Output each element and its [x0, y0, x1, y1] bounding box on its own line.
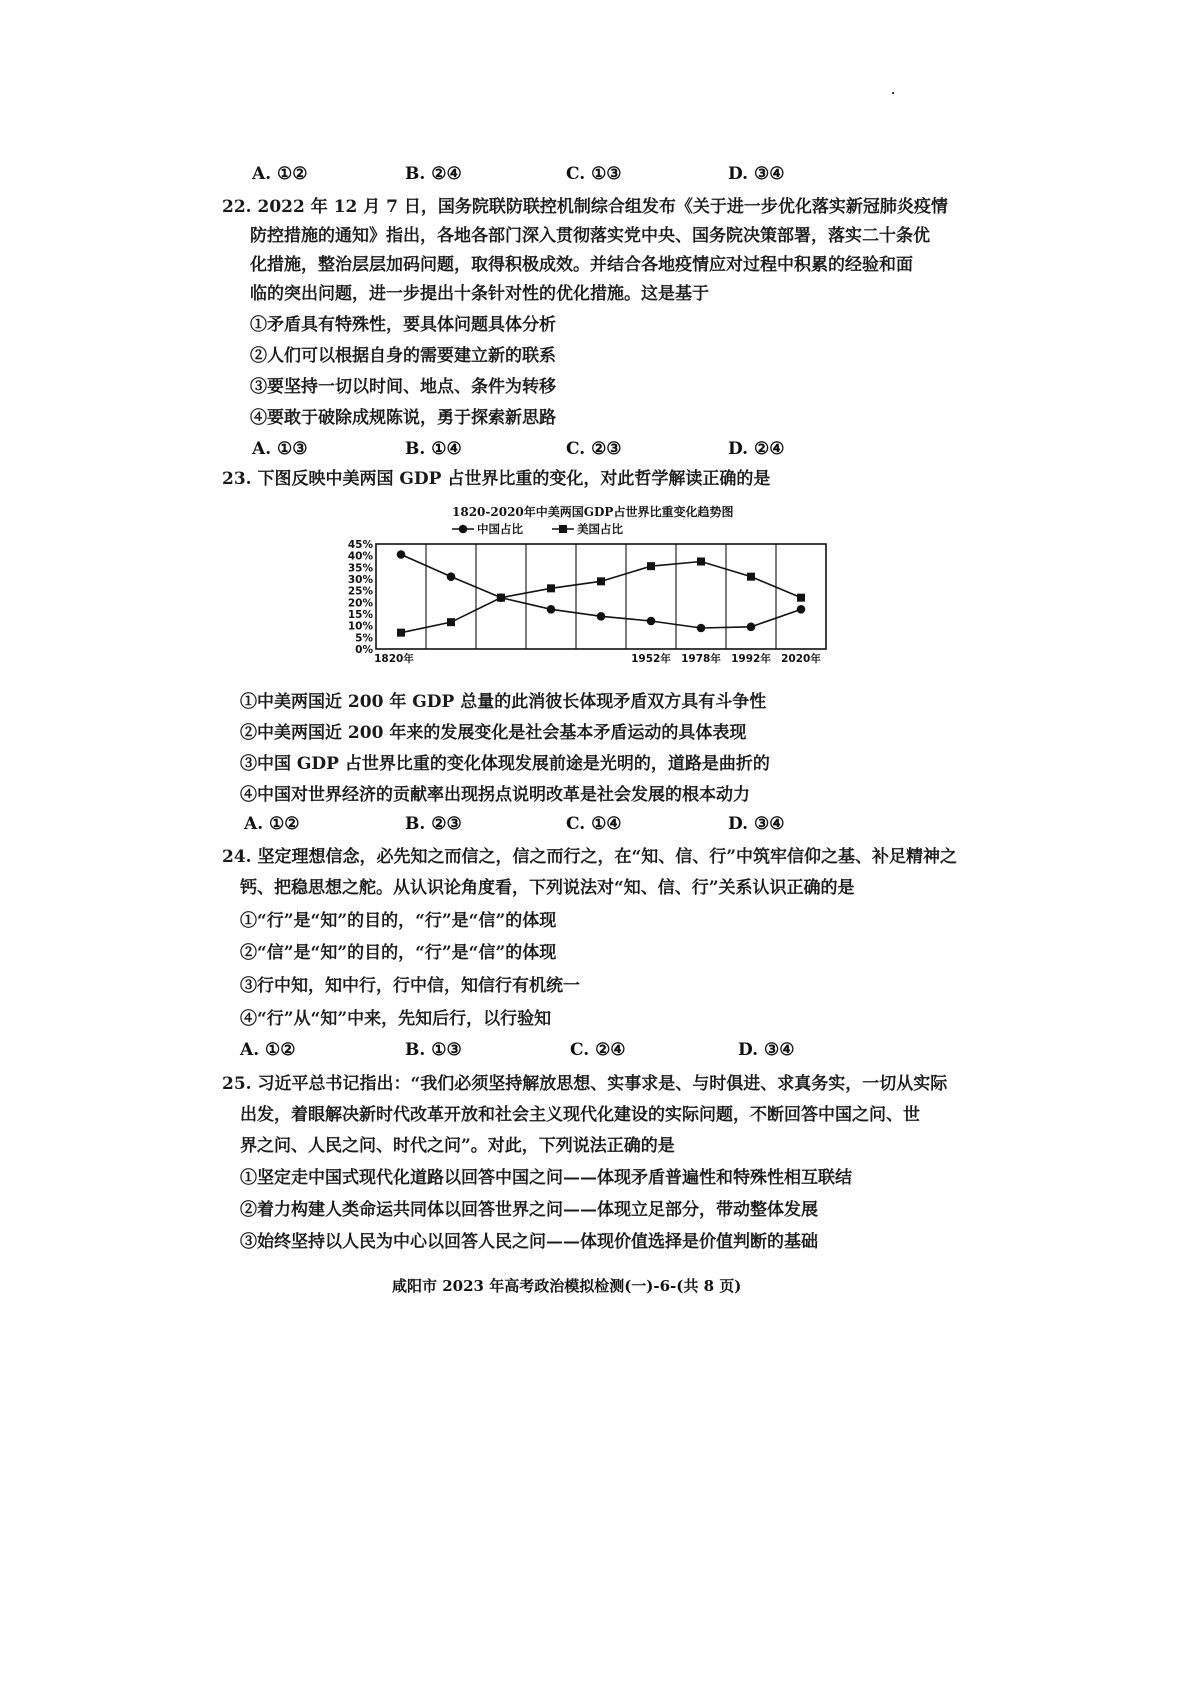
q21-option-a: A. ①②: [252, 164, 308, 184]
q22-option-d: D. ②④: [728, 439, 785, 459]
china-data-point: [597, 612, 606, 621]
gdp-line-chart: [340, 518, 850, 678]
y-tick-label: 25%: [347, 585, 373, 598]
y-tick-label: 15%: [347, 609, 373, 621]
q21-option-b: B. ②④: [405, 164, 462, 184]
x-tick-label: 2020年: [781, 653, 821, 665]
chart-title: 1820-2020年中美两国GDP占世界比重变化趋势图: [452, 505, 734, 519]
y-tick-label: 40%: [347, 550, 373, 563]
q22-option-a: A. ①③: [252, 439, 308, 459]
y-tick-label: 20%: [347, 597, 373, 610]
legend-circle-marker: [459, 525, 468, 534]
q23-option-b: B. ②③: [405, 814, 462, 834]
q22-stem-line-1: 22. 2022 年 12 月 7 日，国务院联防联控机制综合组发布《关于进一步优化落实新冠肺炎疫情: [222, 197, 948, 217]
china-data-point: [697, 624, 706, 633]
chart-frame: [376, 544, 826, 649]
q22-stem-line-4: 临的突出问题，进一步提出十条针对性的优化措施。这是基于: [250, 284, 709, 304]
q23-item-1: ①中美两国近 200 年 GDP 总量的此消彼长体现矛盾双方具有斗争性: [240, 692, 767, 712]
q23-item-3: ③中国 GDP 占世界比重的变化体现发展前途是光明的，道路是曲折的: [240, 754, 770, 774]
series-line-1: [401, 562, 801, 633]
us-data-point: [747, 573, 755, 581]
us-data-point: [547, 584, 555, 592]
y-tick-label: 10%: [347, 620, 373, 633]
us-data-point: [497, 594, 505, 602]
q24-option-c: C. ②④: [570, 1040, 626, 1060]
x-tick-label: 1820年: [374, 653, 414, 665]
q24-item-2: ②“信”是“知”的目的，“行”是“信”的体现: [240, 943, 557, 963]
us-data-point: [647, 562, 655, 570]
q25-stem-line-1: 25. 习近平总书记指出：“我们必须坚持解放思想、实事求是、与时俱进、求真务实，一切从实际: [222, 1074, 948, 1094]
y-tick-label: 35%: [347, 562, 373, 575]
q22-stem-line-2: 防控措施的通知》指出，各地各部门深入贯彻落实党中央、国务院决策部署，落实二十条优: [250, 226, 930, 246]
us-data-point: [797, 594, 805, 602]
china-data-point: [547, 605, 556, 614]
q24-option-d: D. ③④: [738, 1040, 795, 1060]
q23-option-c: C. ①④: [566, 814, 622, 834]
scan-speck: [892, 92, 894, 94]
page-footer: 咸阳市 2023 年高考政治模拟检测(一)-6-(共 8 页): [392, 1277, 742, 1295]
us-data-point: [697, 558, 705, 566]
q24-option-b: B. ①③: [405, 1040, 462, 1060]
q24-item-1: ①“行”是“知”的目的，“行”是“信”的体现: [240, 911, 557, 931]
q23-item-2: ②中美两国近 200 年来的发展变化是社会基本矛盾运动的具体表现: [240, 723, 747, 743]
q22-option-c: C. ②③: [566, 439, 622, 459]
q22-item-4: ④要敢于破除成规陈说，勇于探索新思路: [250, 408, 556, 428]
y-tick-label: 0%: [355, 644, 373, 656]
y-tick-label: 5%: [355, 632, 373, 645]
q24-stem-line-2: 钙、把稳思想之舵。从认识论角度看，下列说法对“知、信、行”关系认识正确的是: [240, 878, 855, 898]
legend-square-marker: [559, 525, 567, 533]
y-tick-label: 45%: [347, 539, 373, 551]
x-tick-label: 1992年: [731, 653, 771, 665]
q23-option-a: A. ①②: [244, 814, 300, 834]
us-data-point: [397, 629, 405, 637]
q25-stem-line-2: 出发，着眼解决新时代改革开放和社会主义现代化建设的实际问题，不断回答中国之问、世: [240, 1105, 920, 1125]
chart-legend: [452, 522, 623, 536]
x-tick-label: 1952年: [631, 653, 671, 665]
q24-item-4: ④“行”从“知”中来，先知后行，以行验知: [240, 1009, 552, 1029]
q22-item-1: ①矛盾具有特殊性，要具体问题具体分析: [250, 315, 556, 335]
q25-item-2: ②着力构建人类命运共同体以回答世界之问——体现立足部分，带动整体发展: [240, 1200, 818, 1220]
chart-plot-area: [348, 539, 826, 665]
q23-option-d: D. ③④: [728, 814, 785, 834]
china-data-point: [447, 572, 456, 581]
china-data-point: [747, 623, 756, 632]
legend-label: 中国占比: [477, 522, 523, 536]
q22-item-2: ②人们可以根据自身的需要建立新的联系: [250, 346, 556, 366]
china-data-point: [647, 617, 656, 626]
us-data-point: [447, 618, 455, 626]
q21-option-d: D. ③④: [728, 164, 785, 184]
q23-stem: 23. 下图反映中美两国 GDP 占世界比重的变化，对此哲学解读正确的是: [222, 469, 771, 489]
china-data-point: [397, 550, 406, 559]
q23-item-4: ④中国对世界经济的贡献率出现拐点说明改革是社会发展的根本动力: [240, 785, 750, 805]
q24-option-a: A. ①②: [240, 1040, 296, 1060]
q22-stem-line-3: 化措施，整治层层加码问题，取得积极成效。并结合各地疫情应对过程中积累的经验和面: [250, 255, 913, 275]
q24-stem-line-1: 24. 坚定理想信念，必先知之而信之，信之而行之，在“知、信、行”中筑牢信仰之基、补足精神之: [222, 847, 958, 867]
us-data-point: [597, 577, 605, 585]
q21-option-c: C. ①③: [566, 164, 622, 184]
legend-label: 美国占比: [577, 522, 623, 536]
q25-item-1: ①坚定走中国式现代化道路以回答中国之问——体现矛盾普遍性和特殊性相互联结: [240, 1168, 852, 1188]
x-tick-label: 1978年: [681, 653, 721, 665]
q22-item-3: ③要坚持一切以时间、地点、条件为转移: [250, 377, 556, 397]
y-tick-label: 30%: [347, 574, 373, 586]
q25-item-3: ③始终坚持以人民为中心以回答人民之问——体现价值选择是价值判断的基础: [240, 1232, 818, 1252]
china-data-point: [797, 605, 806, 614]
q25-stem-line-3: 界之问、人民之问、时代之问”。对此，下列说法正确的是: [240, 1136, 675, 1156]
q24-item-3: ③行中知，知中行，行中信，知信行有机统一: [240, 976, 580, 996]
q22-option-b: B. ①④: [405, 439, 462, 459]
